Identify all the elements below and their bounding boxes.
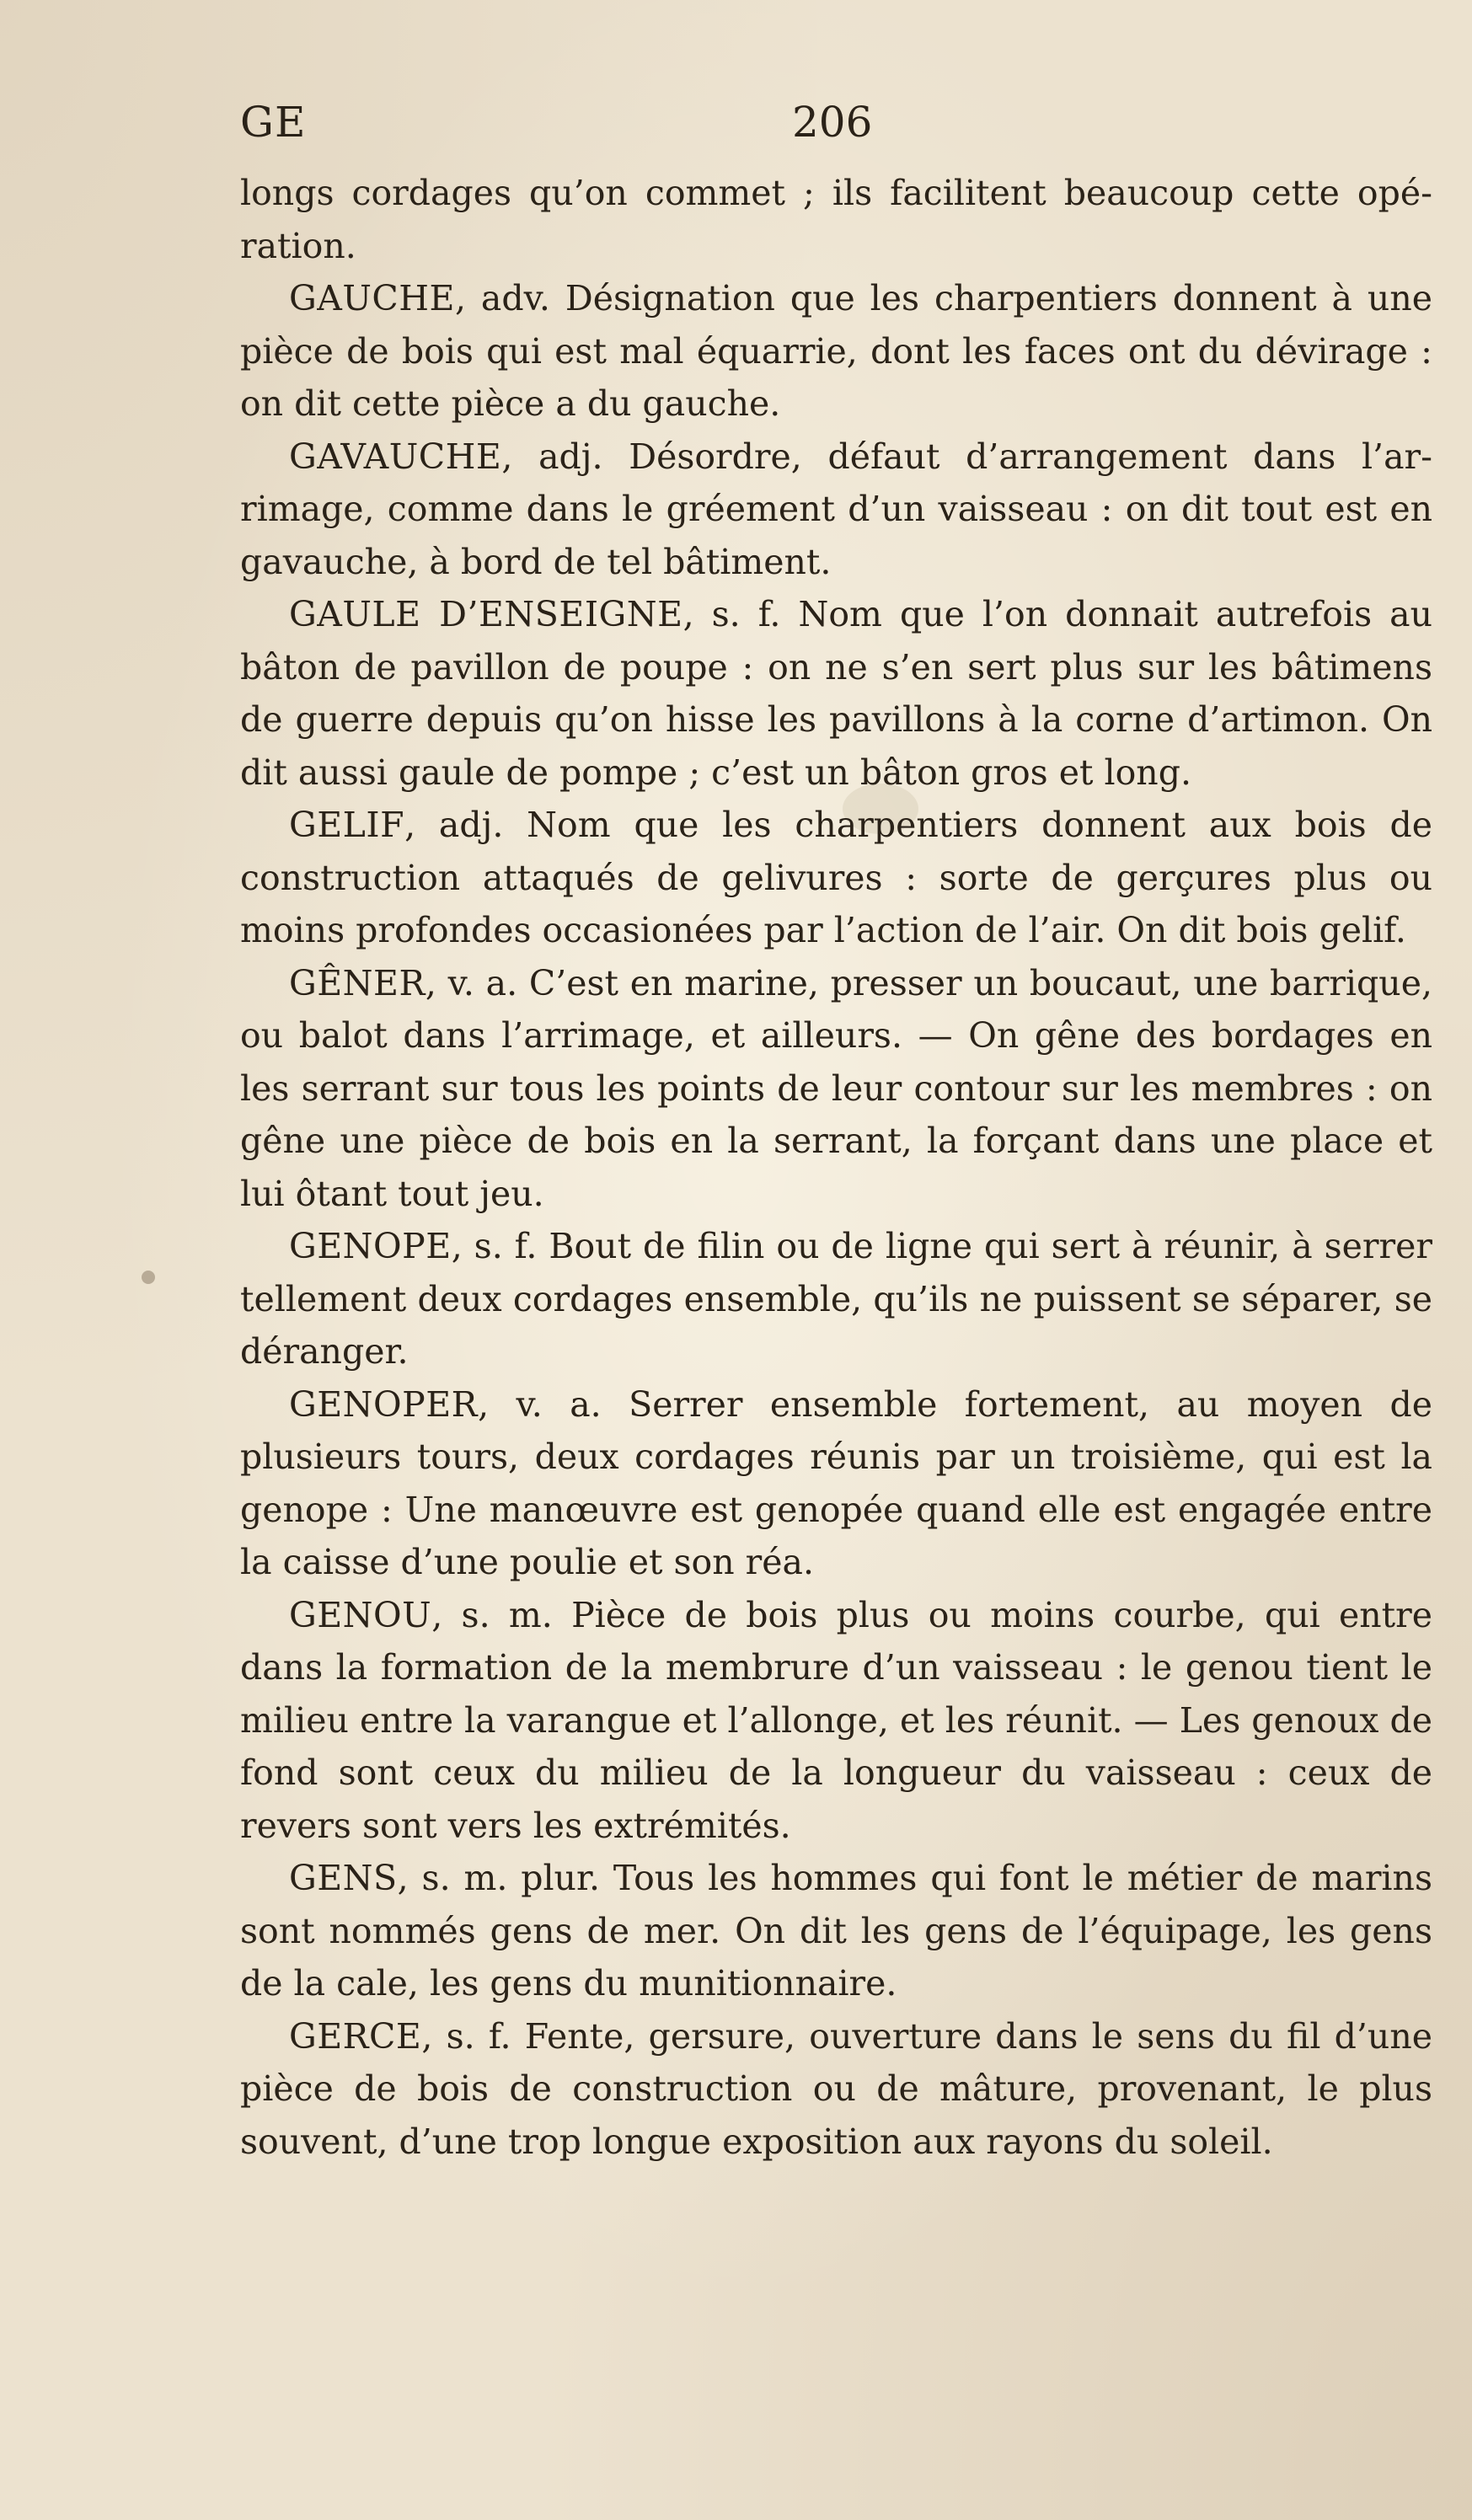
- entry-headword: GENOPER: [289, 1383, 479, 1425]
- entry-definition: , adj. Nom que les charpentiers donnent aux bois de construction attaqués de gelivures : sorte de gerçures plus ou moins profondes occasionées par l’action de l’air. On dit bois gelif.: [240, 805, 1432, 950]
- entry-definition: , adj. Désordre, défaut d’arrangement dans l’arrimage, comme dans le gréement d’un vaisseau : on dit tout est en gavauche, à bord de tel bâtiment.: [240, 436, 1432, 582]
- dictionary-entry: [240, 1378, 1432, 1589]
- running-head: GE: [240, 98, 307, 147]
- dictionary-entry: [240, 1220, 1432, 1378]
- dictionary-entry: [240, 957, 1432, 1221]
- entry-definition: , s. f. Nom que l’on donnait autrefois au bâton de pavillon de poupe : on ne s’en sert plus sur les bâtimens de guerre depuis qu’on hisse les pavillons à la corne d’artimon. On dit aussi gaule de pompe ; c’est un bâton gros et long.: [240, 594, 1432, 793]
- entry-definition: , adv. Désignation que les charpentiers donnent à une pièce de bois qui est mal équarrie, dont les faces ont du dévirage : on dit cette pièce a du gauche.: [240, 278, 1432, 424]
- dictionary-entry: [240, 2010, 1432, 2169]
- dictionary-entry: [240, 588, 1432, 799]
- dictionary-text: [240, 167, 1432, 2168]
- paper-stain: [142, 1271, 155, 1284]
- entry-headword: GÊNER: [289, 962, 426, 1003]
- entry-headword: GAUCHE: [289, 278, 455, 318]
- page-header: [240, 93, 1432, 160]
- entry-headword: GERCE: [289, 2015, 422, 2057]
- entry-definition: , s. m. plur. Tous les hommes qui font le métier de marins sont nommés gens de mer. On dit les gens de l’équipage, les gens de la cale, les gens du munitionnaire.: [240, 1858, 1432, 2004]
- entry-headword: GAVAUCHE: [289, 436, 502, 477]
- dictionary-entry: [240, 272, 1432, 431]
- page-number: 206: [792, 98, 873, 147]
- entry-headword: GENS: [289, 1858, 398, 1898]
- entry-headword: GENOU: [289, 1594, 432, 1635]
- dictionary-entry: [240, 1852, 1432, 2010]
- entry-definition: , v. a. C’est en marine, presser un boucaut, une barrique, ou balot dans l’arrimage, et ailleurs. — On gêne des bordages en les serrant sur tous les points de leur contour sur les membres : on gêne une pièce de bois en la serrant, la forçant dans une place et lui ôtant tout jeu.: [240, 962, 1432, 1214]
- entry-definition: , s. f. Fente, gersure, ouverture dans le sens du fil d’une pièce de bois de construction ou de mâture, provenant, le plus souvent, d’une trop longue exposition aux rayons du soleil.: [240, 2015, 1432, 2162]
- entry-headword: GELIF: [289, 805, 405, 845]
- entry-definition: , s. m. Pièce de bois plus ou moins courbe, qui entre dans la formation de la membrure d’un vaisseau : le genou tient le milieu entre la varangue et l’allonge, et les réunit. — Les genoux de fond sont ceux du milieu de la longueur du vaisseau : ceux de revers sont vers les extrémités.: [240, 1594, 1432, 1846]
- continuation-text: longs cordages qu’on commet ; ils facilitent beaucoup cette opération.: [240, 173, 1432, 266]
- entry-definition: , v. a. Serrer ensemble fortement, au moyen de plusieurs tours, deux cordages réunis par un troisième, qui est la genope : Une manœuvre est genopée quand elle est engagée entre la caisse d’une poulie et son réa.: [240, 1383, 1432, 1582]
- dictionary-entry: [240, 431, 1432, 589]
- dictionary-entry: [240, 1589, 1432, 1853]
- entry-definition: , s. f. Bout de filin ou de ligne qui sert à réunir, à serrer tellement deux cordages ensemble, qu’ils ne puissent se séparer, se déranger.: [240, 1226, 1432, 1372]
- entry-headword: GENOPE: [289, 1226, 452, 1266]
- dictionary-entry: [240, 799, 1432, 957]
- entry-headword: GAULE D’ENSEIGNE: [289, 594, 683, 634]
